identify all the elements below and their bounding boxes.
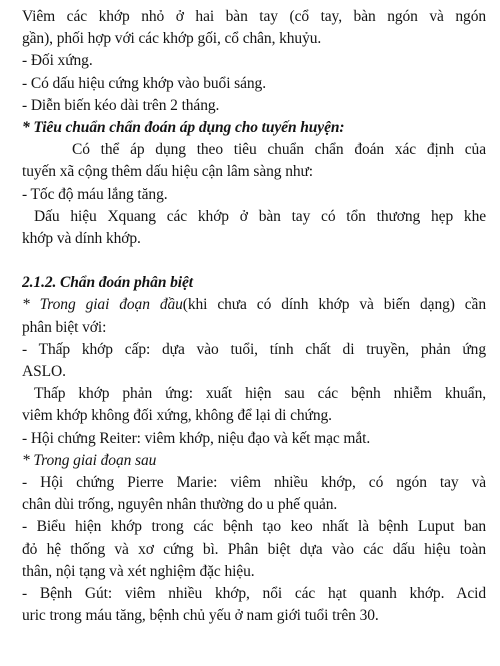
body-text-line: uric trong máu tăng, bệnh chủ yếu ở nam giới tuổi trên 30. [22, 607, 379, 625]
body-text-line: thân, nội tạng và xét nghiệm đặc hiệu. [22, 562, 255, 580]
body-text-line: chân dùi trống, nguyên nhân thường do u phế quản. [22, 496, 338, 514]
bullet-item: - Có dấu hiệu cứng khớp vào buổi sáng. [22, 74, 266, 92]
body-text-line: Viêm các khớp nhỏ ở hai bàn tay (cổ tay, bàn ngón và ngón [22, 8, 486, 25]
section-heading: 2.1.2. Chẩn đoán phân biệt [22, 274, 193, 292]
paragraph-gap [22, 250, 486, 272]
bullet-item: - Đối xứng. [22, 52, 93, 70]
body-text-line: khớp và dính khớp. [22, 230, 141, 248]
bullet-item: - Hội chứng Reiter: viêm khớp, niệu đạo và kết mạc mắt. [22, 429, 371, 447]
stage-description: (khi chưa có dính khớp và biến dạng) cần [182, 296, 486, 314]
bullet-item: - Tốc độ máu lắng tăng. [22, 185, 168, 203]
body-text-line: viêm khớp không đối xứng, không để lại di chứng. [22, 407, 332, 425]
body-text-line: ASLO. [22, 363, 66, 381]
body-text-line: đỏ hệ thống và xơ cứng bì. Phân biệt dựa vào các dấu hiệu toàn [22, 540, 486, 558]
section-subheading: * Tiêu chuẩn chẩn đoán áp dụng cho tuyến huyện: [22, 119, 345, 137]
bullet-item: - Diễn biến kéo dài trên 2 tháng. [22, 96, 220, 114]
body-text-line: tuyến xã cộng thêm dấu hiệu cận lâm sàng như: [22, 163, 313, 181]
bullet-item: - Thấp khớp cấp: dựa vào tuổi, tính chất di truyền, phản ứng [22, 340, 486, 358]
bullet-item: - Biểu hiện khớp trong các bệnh tạo keo nhất là bệnh Luput ban [22, 518, 486, 536]
bullet-item: - Hội chứng Pierre Marie: viêm nhiều khớp, có ngón tay và [22, 474, 486, 492]
stage-label: * Trong giai đoạn đầu [22, 296, 183, 314]
body-text-line: Thấp khớp phản ứng: xuất hiện sau các bệnh nhiễm khuẩn, [34, 385, 486, 403]
body-text-line: Dấu hiệu Xquang các khớp ở bàn tay có tổn thương hẹp khe [34, 207, 486, 225]
body-text-line [22, 294, 486, 316]
body-text-line: Có thể áp dụng theo tiêu chuẩn chẩn đoán xác định của [72, 141, 486, 159]
stage-label: * Trong giai đoạn sau [22, 451, 157, 469]
body-text-line: phân biệt với: [22, 318, 107, 336]
bullet-item: - Bệnh Gút: viêm nhiều khớp, nổi các hạt quanh khớp. Acid [22, 585, 486, 603]
body-text-line: gần), phối hợp với các khớp gối, cổ chân, khuỷu. [22, 30, 322, 48]
